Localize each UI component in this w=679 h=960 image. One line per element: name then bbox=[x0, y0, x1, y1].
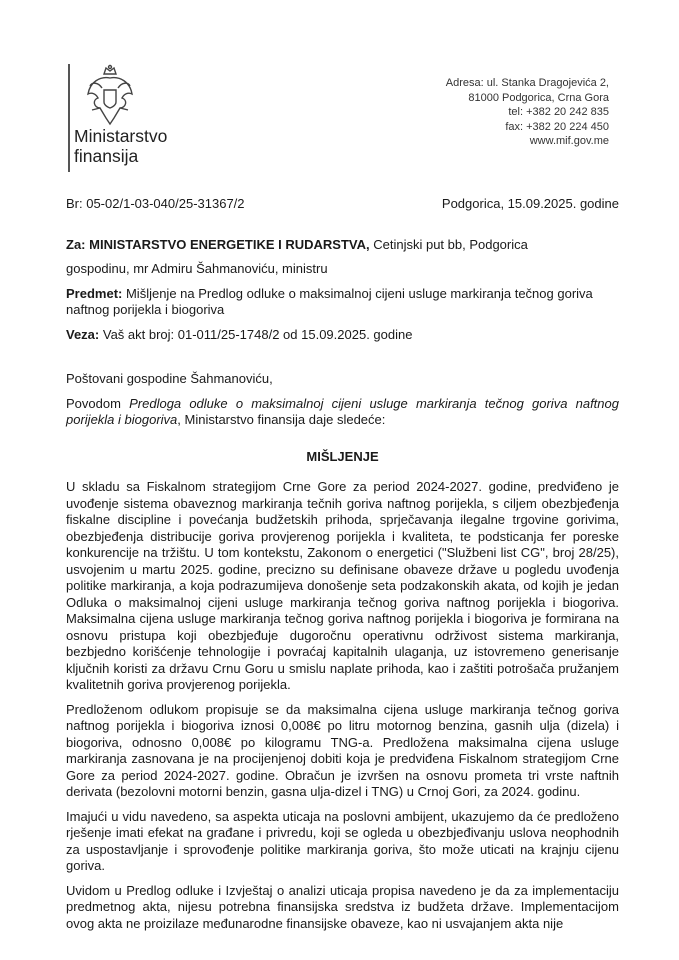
recipient: Za: MINISTARSTVO ENERGETIKE I RUDARSTVA, Cetinjski put bb, Podgorica bbox=[66, 236, 528, 252]
paragraph-line: derivata (bezolovni motorni benzin, gasna ulja-dizel i TNG) u Crnoj Gori, za 2024. godinu. bbox=[66, 784, 581, 799]
body-paragraph bbox=[66, 702, 619, 801]
paragraph-line: usvojenim u martu 2025. godine, precizno su definisane obaveze države u pogledu uvođenja bbox=[66, 561, 619, 577]
paragraph-line: na osnovu pristupa koji obezbjeđuje dugoročnu operativnu održivost sistema markiranja, bbox=[66, 611, 619, 643]
paragraph-line: goriva. bbox=[66, 858, 106, 873]
paragraph-line: ključnih koristi za državu Crnu Goru u smislu naplate prihoda, kao i zaštiti potrošača pružanjem bbox=[66, 660, 619, 676]
section-title: MIŠLJENJE bbox=[306, 448, 379, 464]
body-paragraph bbox=[66, 883, 619, 933]
intro-paragraph: Povodom Predloga odluke o maksimalnoj cijeni usluge markiranja tečnog goriva naftnog porijekla i biogoriva, Ministarstvo finansija daje sledeće: bbox=[66, 395, 619, 427]
paragraph-line: obezbjeđenja distribucije goriva provjerenog porijekla i kvaliteta, te podsticanja fer poreske bbox=[66, 528, 619, 544]
paragraph-line: konkurencije na tržištu. U tom kontekstu, Zakonom o energetici ("Službeni list CG", broj 28/25), bbox=[66, 545, 619, 560]
paragraph-line: Uvidom u Predlog odluke i Izvještaj o analizi uticaja propisa navedeno je da za implementaciju bbox=[66, 882, 619, 898]
paragraph-line: ovog akta ne proizilaze međunarodne finansijske obaveze, kao ni usvajanjem akta nije bbox=[66, 915, 564, 931]
paragraph-line: rješenje imati efekat na građane i privredu, koji se ogleda u obezbjeđivanju uslova neophodnih bbox=[66, 825, 619, 840]
paragraph-line: politike markiranja, a koja podrazumijeva donošenje seta podzakonskih akata, od kojih je jedan bbox=[66, 578, 619, 593]
paragraph-line: kvalitetnih goriva provjerenog porijekla. bbox=[66, 677, 291, 692]
paragraph-line: za uspostavljanje i sprovođenje politike markiranja goriva, što može uticati na krajnju cijenu bbox=[66, 841, 619, 857]
paragraph-line: biogoriva, odnosno 0,008€ po kilogramu TNG-a. Predložena maksimalna cijena usluge bbox=[66, 734, 619, 750]
body-paragraph bbox=[66, 479, 619, 694]
paragraph-line: bezbjedno korišćenje tehnologije i povraćaj kapitalnih ulaganja, uz istovremeno generisanje bbox=[66, 644, 619, 659]
paragraph-line: U skladu sa Fiskalnom strategijom Crne Gore za period 2024-2027. godine, predviđeno je bbox=[66, 479, 619, 494]
letter-date: Podgorica, 15.09.2025. godine bbox=[441, 196, 619, 211]
ministry-name: Ministarstvo finansija bbox=[74, 126, 168, 166]
paragraph-line: Predloženom odlukom propisuje se da maksimalna cijena usluge markiranja tečnog goriva bbox=[66, 701, 619, 717]
recipient-person: gospodinu, mr Admiru Šahmanoviću, ministru bbox=[66, 261, 328, 276]
paragraph-line: markiranja zasnovana je na procijenjenoj dobiti koja je predviđena Fiskalnom strategijom Crne bbox=[66, 751, 619, 766]
paragraph-line: Maksimalna cijena usluge markiranja tečnog goriva naftnog porijekla i biogoriva je formirana bbox=[66, 611, 601, 626]
paragraph-line: Imajući u vidu navedeno, sa aspekta uticaja na poslovni ambijent, ukazujemo da će predloženo bbox=[66, 808, 619, 824]
website-link: www.mif.gov.me bbox=[529, 135, 609, 148]
body-paragraph bbox=[66, 809, 619, 875]
paragraph-line: Gore za period 2024-2027. godine. Obračun je izvršen na osnovu prometa tri vrste naftnih bbox=[66, 767, 619, 783]
salutation: Poštovani gospodine Šahmanoviću, bbox=[66, 371, 273, 386]
paragraph-line: Odluka o maksimalnoj cijeni usluge markiranja tečnog goriva naftnog porijekla i biogoriva. bbox=[66, 594, 619, 610]
subject: Predmet: Mišljenje na Predlog odluke o maksimalnoj cijeni usluge markiranja tečnog goriva naftnog porijekla i biogoriva bbox=[66, 285, 593, 317]
reference-row bbox=[66, 196, 619, 213]
ministry-address: Adresa: ul. Stanka Dragojevića 2, 81000 Podgorica, Crna Gora tel: +382 20 242 835 fax: +382 20 224 450 www.mif.gov.me bbox=[445, 77, 609, 148]
paragraph-line: naftnog porijekla i biogoriva iznosi 0,008€ po litru motornog benzina, gasnih ulja (dizela) i bbox=[66, 718, 619, 733]
paragraph-line: fiskalne discipline i povećanja budžetskih prihoda, sprječavanja ilegalne trgovine gorivima, bbox=[66, 512, 619, 527]
paragraph-line: predmetnog akta, nijesu potrebna finansijska sredstva iz budžeta države. Implementacijom bbox=[66, 899, 619, 914]
reference-link: Veza: Vaš akt broj: 01-011/25-1748/2 od 15.09.2025. godine bbox=[66, 326, 413, 342]
paragraph-line: uvođenje sistema obaveznog markiranja tečnih goriva naftnog porijekla, s ciljem obezbjeđenja bbox=[66, 495, 619, 511]
reference-number: Br: 05-02/1-03-040/25-31367/2 bbox=[66, 196, 245, 211]
